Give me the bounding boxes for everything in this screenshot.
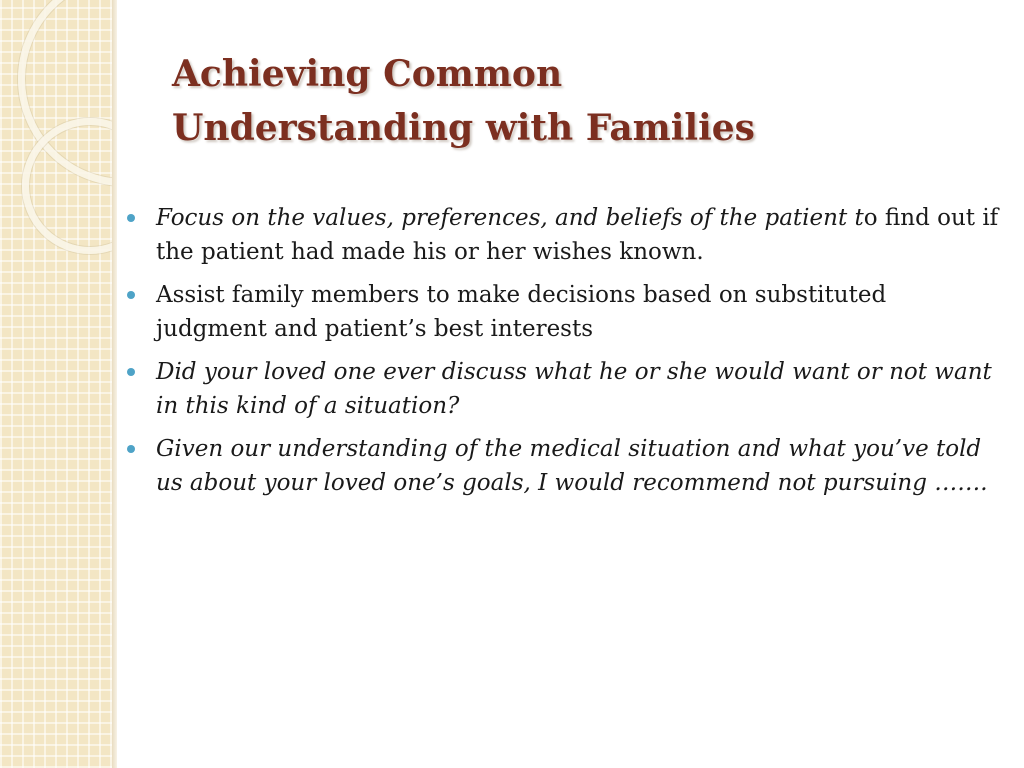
bullet-item xyxy=(124,432,1004,500)
sidebar-edge xyxy=(112,0,117,768)
bullet-text: Did your loved one ever discuss what he or she would want or not want in this kind of a situation? xyxy=(156,359,992,419)
bullet-list xyxy=(124,201,1004,509)
bullet-text: Given our understanding of the medical situation and what you’ve told us about your loved one’s goals, I would recommend not pursuing ……. xyxy=(156,436,988,496)
slide-title xyxy=(172,47,952,155)
bullet-item xyxy=(124,278,1004,346)
slide-title-line-2: Understanding with Families xyxy=(172,107,755,149)
bullet-marker-icon xyxy=(127,368,135,376)
bullet-item xyxy=(124,355,1004,423)
bullet-text: o find out if the patient had made his or her wishes known. xyxy=(156,205,999,265)
bullet-item xyxy=(124,201,1004,269)
decorative-sidebar xyxy=(0,0,112,768)
slide-title-line-1: Achieving Common xyxy=(172,53,563,95)
bullet-text: Assist family members to make decisions based on substituted judgment and patient’s best interests xyxy=(156,282,887,342)
bullet-marker-icon xyxy=(127,291,135,299)
bullet-text-italic: Focus on the values, preferences, and beliefs of the patient t xyxy=(156,205,864,231)
bullet-marker-icon xyxy=(127,445,135,453)
bullet-marker-icon xyxy=(127,214,135,222)
